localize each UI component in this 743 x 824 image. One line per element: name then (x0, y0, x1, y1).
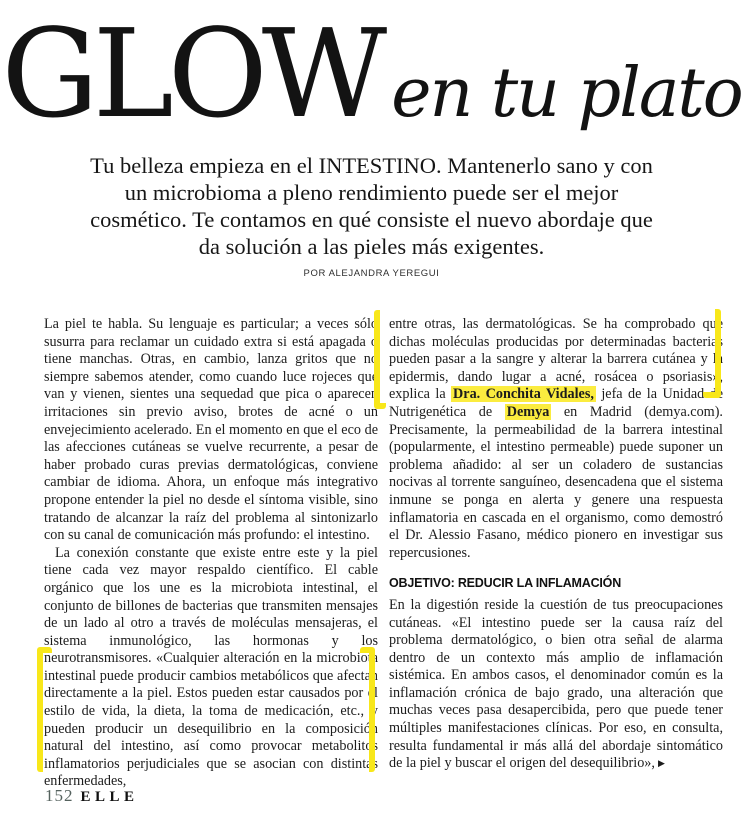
highlighter-bracket-open-right (360, 647, 375, 772)
paragraph: La conexión constante que existe entre este y la piel tiene cada vez mayor respaldo científico. El cable orgánico que los une es la microbiota intestinal, el conjunto de billones de bacterias que transmiten mensajes de un lado al otro a través de moléculas mensajeras, el sistema inmunológico, las hormonas y los neurotransmisores. «Cualquier alteración en la microbiota intestinal puede producir cambios metabólicos que afectan directamente a la piel. Estos pueden estar causados por el estilo de vida, la dieta, la toma de medicación, etc., y pueden producir un desequilibrio en la composición natural del intestino, así como provocar metabolitos inflamatorios perjudiciales que se asocian con distintas enfermedades, (44, 544, 378, 790)
headline-script: en tu plato (391, 54, 742, 133)
highlighter-bracket-open-left (37, 647, 52, 772)
body-column-right (389, 316, 723, 774)
highlighted-brand: Demya (506, 403, 550, 420)
paragraph-text: en Madrid (demya.com). Precisamente, la permeabilidad de la barrera intestinal (popularmente, el intestino permeable) puede suponer un problema añadido: al ser un coladero de sustancias nocivas al torrente sanguíneo, desencadena que el sistema inmune se ponga en alerta y genere una respuesta inflamatoria en cascada en el organismo, como demostró el Dr. Alessio Fasano, médico pionero en investigar sus repercusiones. (389, 403, 723, 561)
section-subhead: OBJETIVO: REDUCIR LA INFLAMACIÓN (389, 576, 622, 591)
highlighter-bracket-close-right (703, 309, 721, 398)
page-number: 152 (45, 786, 74, 805)
standfirst: Tu belleza empieza en el INTESTINO. Mantenerlo sano y con un microbioma a pleno rendimiento puede ser el mejor cosmético. Te contamos en qué consiste el nuevo abordaje que da solución a las pieles más exigentes. (90, 153, 653, 259)
magazine-logo: ELLE (80, 789, 139, 805)
article-headline (0, 3, 743, 145)
paragraph (389, 316, 723, 562)
headline-main: GLOW (1, 3, 382, 145)
paragraph-text: En la digestión reside la cuestión de tus preocupaciones cutáneas. «El intestino puede ser la causa raíz del problema dermatológico, o bien otra señal de alarma dentro de un contexto más amplio de inflamación sistémica. En ambos casos, el denominador común es la inflamación crónica de bajo grado, una alteración que muchas veces pasa desapercibida, pero que puede tener múltiples manifestaciones clínicas. Por eso, en consulta, resulta fundamental ir más allá del abordaje sintomático de la piel y buscar el origen del desequilibrio», (389, 596, 723, 772)
highlighted-name: Dra. Conchita Vidales, (453, 386, 594, 403)
paragraph-text: entre otras, las dermatológicas. Se ha comprobado que dichas moléculas producidas por determinadas bacterias pueden pasar a la sangre y alterar la barrera cutánea y la epidermis, dando lugar a acné, rosácea o psoriasis», explica la (389, 316, 723, 403)
page-footer (45, 786, 139, 806)
paragraph-text: jefa de la Unidad de Nutrigenética de (389, 386, 724, 420)
continuation-arrow-icon: ▶ (657, 759, 665, 770)
highlighter-bracket-close-left (374, 310, 386, 409)
paragraph: La piel te habla. Su lenguaje es particular; a veces sólo susurra para reclamar un cuidado extra si está apagada o tiene manchas. Otras, en cambio, lanza gritos que no siempre sabemos atender, como cuando luce rojeces que van y vienen, sientes una sequedad que pica o aparecen irritaciones sin previo aviso, brotes de acné o un envejecimiento acelerado. En el momento en que el eco de las afecciones cutáneas se vuelve recurrente, a pesar de haber probado curas previas dermatológicas, conviene cambiar de idioma. Ahora, un enfoque más integrativo propone entender la piel no desde el síntoma visible, sino tratando de alcanzar la raíz del problema al sintonizarlo con su canal de comunicación más profundo: el intestino. (44, 316, 378, 544)
paragraph (389, 597, 723, 774)
body-column-left (44, 316, 378, 791)
byline: POR ALEJANDRA YEREGUI (303, 268, 440, 279)
